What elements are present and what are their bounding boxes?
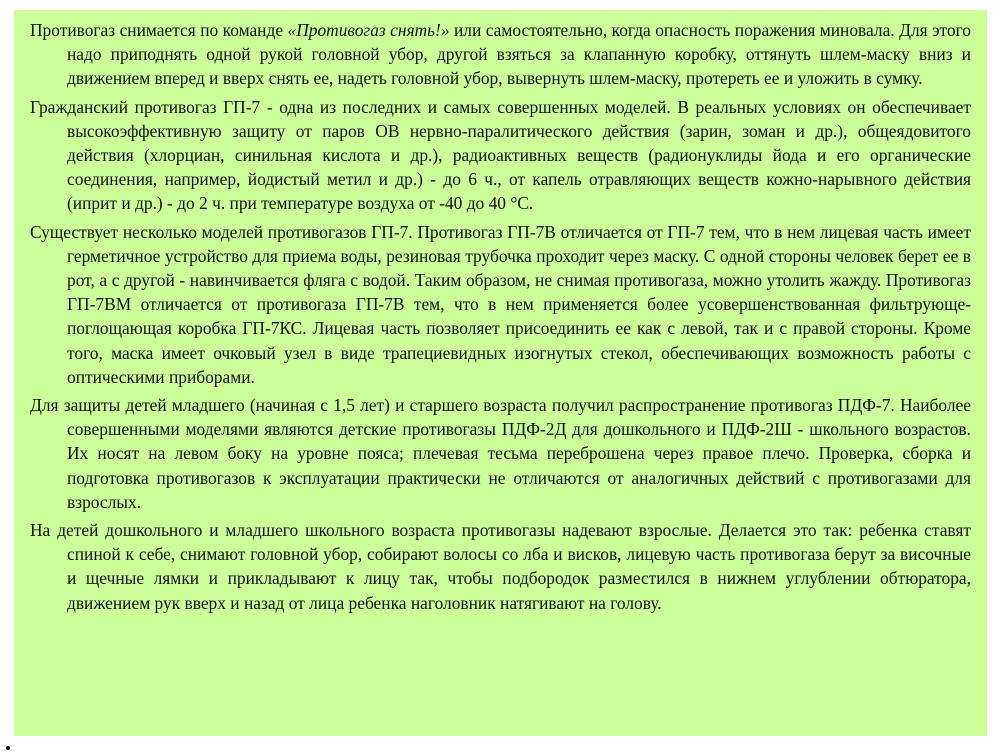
- paragraph-removing-gas-mask: [30, 18, 971, 91]
- paragraph-children-protection: Для защиты детей младшего (начиная с 1,5 лет) и старшего возраста получил распространение противогаз ПДФ-7. Наиболее совершенными моделями являются детские противогазы ПДФ-2Д для дошкольного и ПДФ-2Ш - школьного возрастов. Их носят на левом боку на уровне пояса; плечевая тесьма переброшена через правое плечо. Проверка, сборка и подготовка противогазов к эксплуатации практически не отличаются от аналогичных действий с противогазами для взрослых.: [30, 395, 971, 512]
- paragraph-gp7-models: Существует несколько моделей противогазов ГП-7. Противогаз ГП-7В отличается от ГП-7 тем, что в нем лицевая часть имеет герметичное устройство для приема воды, резиновая трубочка проходит через маску. С одной стороны человек берет ее в рот, а с другой - навинчивается фляга с водой. Таким образом, не снимая противогаза, можно утолить жажду. Противогаз ГП-7ВМ отличается от противогаза ГП-7В тем, что в нем применяется более усовершенствованная фильтрующе-поглощающая коробка ГП-7КС. Лицевая часть позволяет присоединить ее как с левой, так и с правой стороны. Кроме того, маска имеет очковый узел в виде трапециевидных изогнутых стекол, обеспечивающих возможность работы с оптическими приборами.: [30, 221, 971, 387]
- bullet-dot: [6, 746, 10, 750]
- paragraph-gp7-description: Гражданский противогаз ГП-7 - одна из последних и самых совершенных моделей. В реальных условиях он обеспечивает высокоэффективную защиту от паров ОВ нервно-паралитического действия (зарин, зоман и др.), общеядовитого действия (хлорциан, синильная кислота и др.), радиоактивных веществ (радионуклиды йода и его органические соединения, например, йодистый метил и др.) - до 6 ч., от капель отравляющих веществ кожно-нарывного действия (иприт и др.) - до 2 ч. при температуре воздуха от -40 до 40 °С.: [30, 96, 971, 214]
- text-panel: [14, 10, 987, 736]
- command-phrase: «Противогаз снять!»: [287, 20, 450, 40]
- paragraph-putting-on-children: На детей дошкольного и младшего школьного возраста противогазы надевают взрослые. Делается это так: ребенка ставят спиной к себе, снимают головной убор, собирают волосы со лба и висков, лицевую часть противогаза берут за височные и щечные лямки и прикладывают к лицу так, чтобы подбородок разместился в нижнем углублении обтюратора, движением рук вверх и назад от лица ребенка наголовник натягивают на голову.: [30, 520, 971, 613]
- paragraph-1-text-start: Противогаз снимается по команде: [30, 20, 288, 40]
- paragraph-1-text-end: или самостоятельно, когда опасность поражения миновала. Для этого надо приподнять одной рукой головной убор, другой взяться за клапанную коробку, оттянуть шлем-маску вниз и движением вперед и вверх снять ее, надеть головной убор, вывернуть шлем-маску, протереть ее и уложить в сумку.: [67, 20, 972, 89]
